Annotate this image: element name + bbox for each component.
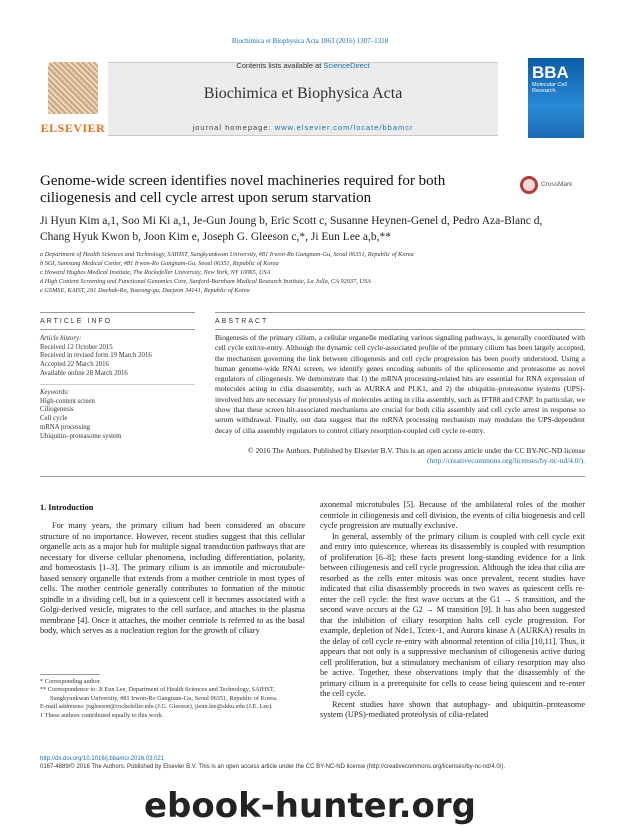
abstract-copyright — [215, 446, 585, 466]
article-info-label: ARTICLE INFO — [40, 318, 113, 325]
intro-paragraph: For many years, the primary cilium had been considered an obscure structure of no importance. However, recent studies suggest that this cellular organelle acts as a major hub for multiple signal transduction pathways that are necessary for diverse cellular phenomena, including differentiation, polarity, and homeostasis [1–3]. The primary cilium is an immotile and microtubule-based sensory organelle that extends from a mother centriole in most types of cells. The mother centriole generally contributes to formation of the mitotic spindle in a dividing cell, but in a quiescent cell it becomes associated with a Golgi-derived vesicle, migrates to the cell surface, and attaches to the plasma membrane [4]. Once it attaches, the mother centriole is referred to as the basal body, which serves as a nucleation region for the growth of ciliary — [40, 521, 305, 635]
license-link[interactable]: (http://creativecommons.org/licenses/by-nc-nd/4.0/). — [427, 456, 585, 465]
article-history — [40, 335, 195, 379]
history-revised: Received in revised form 19 March 2016 — [40, 352, 152, 360]
affiliation-c: c Howard Hughes Medical Institute, The Rockefeller University, New York, NY 10065, USA — [40, 269, 271, 276]
journal-header — [40, 58, 584, 141]
authors-line-2: Chang Hyuk Kwon b, Joon Kim e, Joseph G. Gleeson c,*, Ji Eun Lee a,b,** — [40, 231, 392, 243]
article-title: Genome-wide screen identifies novel machineries required for both ciliogenesis and cell cycle arrest upon serum starvation — [40, 173, 446, 206]
keywords-heading: Keywords: — [40, 389, 70, 396]
watermark: ebook-hunter.org — [143, 786, 477, 826]
intro-paragraph: Recent studies have shown that autophagy- and ubiquitin–proteasome system (UPS)-mediated proteolysis of cilia-related — [320, 699, 585, 719]
abstract-text: Biogenesis of the primary cilium, a cellular organelle mediating various signaling pathways, is generally coordinated with cell cycle exit/re-entry. Although the dynamic cell cycle-associated profile of the primary cilium has been largely accepted, the mechanism governing the link between ciliogenesis and cell cycle progression has been poorly understood. Using a human genome-wide RNAi screen, we identify genes encoding subunits of the spliceosome and proteasome as novel regulators of ciliogenesis. We demonstrate that 1) the mRNA processing-related hits are essential for RNA expression of molecules acting in cilia disassembly, such as AURKA and PLK1, and 2) the ubiquitin–proteasome systems (UPS)-involved hits are necessary for proteolysis of molecules acting in cilia assembly, such as IFT88 and CPAP. In particular, we show that these screen hit-associated mechanisms are crucial for both cilia assembly and cell cycle arrest in response to serum withdrawal. Finally, our data suggest that the mRNA processing mechanism may modulate the UPS-dependent decay of cilia assembly regulators to control ciliary resorption-coupled cell cycle re-entry. — [215, 333, 585, 435]
crossmark-icon — [520, 176, 538, 194]
keyword: Ciliogenesis — [40, 406, 74, 414]
keyword: Cell cycle — [40, 415, 68, 423]
footnote-corresponding: * Corresponding author. — [40, 678, 102, 685]
history-heading: Article history: — [40, 335, 82, 342]
journal-cover[interactable] — [528, 58, 584, 138]
abstract-rule — [215, 312, 585, 313]
article-info-rule — [40, 312, 195, 313]
keywords — [40, 389, 195, 441]
homepage-prefix: journal homepage: — [192, 123, 272, 132]
cover-title: BBA — [532, 63, 569, 82]
article-info-rule-2 — [40, 329, 195, 330]
journal-title: Biochimica et Biophysica Acta — [203, 85, 403, 102]
contents-line — [108, 61, 498, 70]
history-received: Received 12 October 2015 — [40, 343, 113, 351]
cover-subtitle: Molecular Cell Research — [532, 82, 567, 94]
keywords-rule — [40, 384, 195, 385]
authors-line-1: Ji Hyun Kim a,1, Soo Mi Ki a,1, Je-Gun Joung b, Eric Scott c, Susanne Heynen-Genel d, Pedro Aza-Blanc d, — [40, 215, 543, 227]
journal-homepage — [108, 123, 498, 132]
copyright-text: © 2016 The Authors. Published by Elsevier B.V. This is an open access article under the CC BY-NC-ND license — [247, 446, 585, 455]
homepage-link[interactable]: www.elsevier.com/locate/bbamcr — [274, 123, 414, 132]
elsevier-tree-icon — [48, 62, 98, 114]
footnote-correspondence: ** Correspondence to: Ji Eun Lee, Department of Health Sciences and Technology, SAIHST, Sungkyunkwan University, #81 Irwon-Ro Gangnam-Gu, Seoul 06351, Republic of Korea. — [40, 686, 278, 702]
introduction-heading: 1. Introduction — [40, 503, 94, 512]
elsevier-logo[interactable] — [40, 58, 106, 138]
abstract-label: ABSTRACT — [215, 318, 269, 325]
crossmark-badge[interactable] — [520, 176, 584, 196]
affiliations — [40, 250, 585, 295]
author-list — [40, 213, 585, 245]
contents-prefix: Contents lists available at — [236, 61, 322, 70]
journal-citation[interactable]: Biochimica et Biophysica Acta 1863 (2016) 1307–1318 — [231, 37, 389, 45]
bottom-license: 0167-4889/© 2016 The Authors. Published by Elsevier B.V. This is an open access article under the CC BY-NC-ND license (http://creativecommons.org/licenses/by-nc-nd/4.0/). — [40, 764, 505, 770]
affiliation-e: e GSMSE, KAIST, 291 Daehak-Ro, Yuseong-gu, Daejeon 34141, Republic of Korea — [40, 287, 250, 294]
keyword: High-content screen — [40, 397, 95, 405]
footnote-equal-contribution: 1 These authors contributed equally to this work. — [40, 711, 164, 719]
intro-paragraph: axonemal microtubules [5]. Because of the ambilateral roles of the mother centriole in ciliogenesis and cell division, the events of cilia biogenesis and cell cycle progression are mutually exclusive. — [320, 500, 585, 530]
history-accepted: Accepted 22 March 2016 — [40, 361, 109, 369]
footnote-emails[interactable]: E-mail addresses: jogleeson@rockefeller.edu (J.G. Gleeson), jieun.lee@skku.edu (J.E. Lee). — [40, 703, 273, 711]
intro-left-column — [40, 521, 305, 637]
affiliation-a: a Department of Health Sciences and Technology, SAIHST, Sungkyunkwan University, #81 Irwon-Ro Gangnam-Gu, Seoul 06351, Republic of Korea — [40, 251, 414, 258]
journal-banner — [108, 62, 498, 136]
abstract-rule-2 — [215, 329, 585, 330]
elsevier-wordmark: ELSEVIER — [40, 121, 106, 135]
footnotes — [40, 678, 305, 720]
sciencedirect-link[interactable]: ScienceDirect — [323, 61, 370, 70]
intro-right-column — [320, 500, 585, 721]
affiliation-d: d High Content Screening and Functional Genomics Core, Sanford-Burnham Medical Research Institute, La Jolla, CA 92037, USA — [40, 278, 371, 285]
crossmark-label: CrossMark — [541, 181, 573, 188]
doi-link[interactable]: http://dx.doi.org/10.1016/j.bbamcr.2016.03.021 — [40, 756, 165, 762]
keyword: Ubiquitin–proteasome system — [40, 432, 122, 440]
footnote-rule — [40, 674, 100, 675]
history-online: Available online 28 March 2016 — [40, 369, 128, 377]
keyword: mRNA processing — [40, 423, 91, 431]
intro-paragraph: In general, assembly of the primary cilium is coupled with cell cycle exit and entry into quiescence, whereas its disassembly is coupled with resumption of proliferation [6–8]; these facts present long-standing evidence for a link between ciliogenesis and cell cycle progression. Although the idea that cilia are resorbed as the cells enter mitosis was once prevalent, recent studies have indicated that cilia disassembly proceeds in two waves as quiescent cells re-enter the cell cycle: the first wave occurs at the G1 → S transition, and the second wave occurs at the G2 → M transition [9]. It has also been suggested that the inhibition of ciliary resorption halts cell cycle progression. For example, depletion of Nde1, Tctex-1, and Aurora kinase A (AURKA) results in the delay of cell cycle re-entry with abnormal retention of cilia [10,11]. Thus, it appears that not only is a suppressive mechanism of ciliogenesis active during cell proliferation, but a stimulatory mechanism of ciliary resorption may also be active. Together, these observations imply that the disassembly of the primary cilium is a prerequisite for cells to cease being quiescent and re-enter the cell cycle. — [320, 531, 585, 698]
abstract-bottom-rule — [40, 476, 585, 477]
affiliation-b: b SGI, Samsung Medical Center, #81 Irwon-Ro Gangnam-Gu, Seoul 06351, Republic of Korea — [40, 260, 279, 267]
